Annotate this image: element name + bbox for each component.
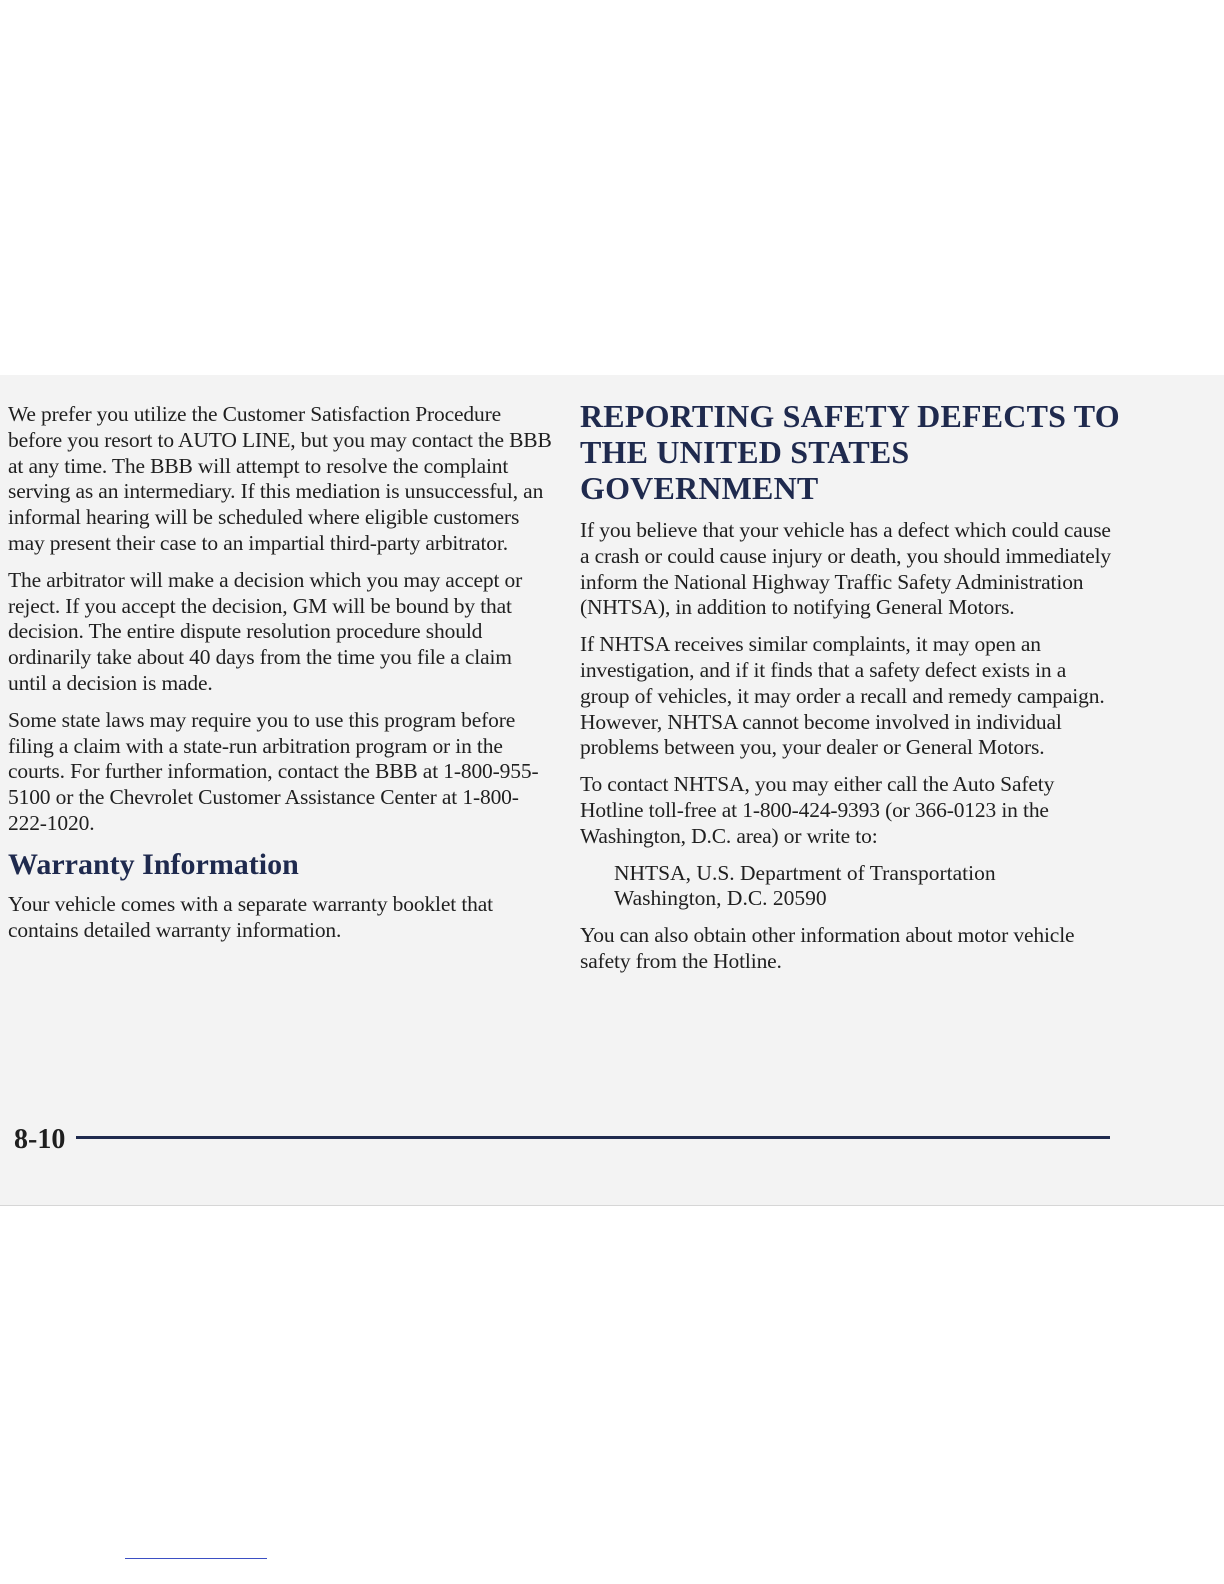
warranty-heading: Warranty Information (8, 847, 299, 881)
paragraph-arbitrator: The arbitrator will make a decision which you may accept or reject. If you accept the decision, GM will be bound by that decision. The entire dispute resolution procedure should ordinarily take about 40 days from the time you file a claim until a decision is made. (8, 567, 523, 695)
page-footer (14, 1122, 1114, 1162)
paragraph-believe-defect: If you believe that your vehicle has a defect which could cause a crash or could cause injury or death, you should immediately inform the National Highway Traffic Safety Administration (NHTSA), in addition to notifying General Motors. (580, 518, 1112, 620)
footer-rule (76, 1136, 1110, 1139)
nhtsa-address (614, 861, 1120, 913)
paragraph-customer-satisfaction: We prefer you utilize the Customer Satisfaction Procedure before you resort to AUTO LINE, but you may contact the BBB at any time. The BBB will attempt to resolve the complaint serving as an intermediary. If this mediation is unsuccessful, an informal hearing will be scheduled where eligible customers may present their case to an impartial third-party arbitrator. (8, 402, 552, 555)
paragraph-nhtsa-complaints: If NHTSA receives similar complaints, it may open an investigation, and if it finds that a safety defect exists in a group of vehicles, it may order a recall and remedy campaign. However, NHTSA cannot become involved in individual problems between you, your dealer or General Motors. (580, 632, 1105, 760)
paragraph-warranty: Your vehicle comes with a separate warranty booklet that contains detailed warranty information. (8, 891, 493, 942)
left-column (8, 402, 553, 954)
bottom-divider (125, 1558, 267, 1559)
address-line-1: NHTSA, U.S. Department of Transportation (614, 860, 996, 885)
address-line-2: Washington, D.C. 20590 (614, 886, 827, 911)
paragraph-hotline-info: You can also obtain other information about motor vehicle safety from the Hotline. (580, 923, 1075, 973)
safety-defects-heading: REPORTING SAFETY DEFECTS TO THE UNITED STATES GOVERNMENT (580, 398, 1120, 506)
paragraph-state-laws: Some state laws may require you to use this program before filing a claim with a state-run arbitration program or in the courts. For further information, contact the BBB at 1-800-955-5100 or the Chevrolet Customer Assistance Center at 1-800-222-1020. (8, 707, 539, 835)
right-column (580, 398, 1120, 986)
page-number: 8-10 (14, 1124, 66, 1155)
paragraph-contact-nhtsa: To contact NHTSA, you may either call the Auto Safety Hotline toll-free at 1-800-424-9393 (or 366-0123 in the Washington, D.C. area) or write to: (580, 772, 1055, 848)
